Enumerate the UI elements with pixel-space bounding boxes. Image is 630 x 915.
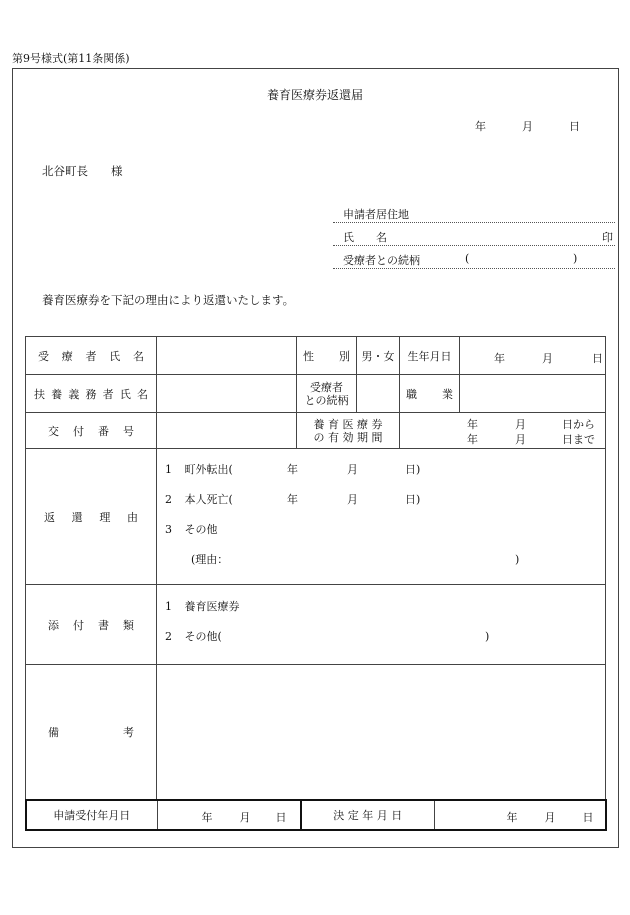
- decision-date-field[interactable]: [434, 800, 606, 830]
- bottom-table: [25, 799, 607, 831]
- attach-text: その他(: [184, 630, 222, 643]
- supporter-name-field[interactable]: [157, 375, 297, 413]
- row-patient: [26, 337, 606, 375]
- remarks-label: 備 考: [26, 665, 157, 800]
- dob-day: 日: [592, 352, 603, 365]
- sex-label: 性 別: [297, 337, 357, 375]
- row-supporter: [26, 375, 606, 413]
- relation-close-paren: ): [573, 252, 578, 265]
- applicant-address-field[interactable]: [333, 206, 615, 223]
- dob-month: 月: [542, 352, 553, 365]
- received-month: 月: [239, 811, 251, 824]
- supporter-name-label: 扶養義務者氏名: [26, 375, 157, 413]
- reason-day: 日): [405, 493, 421, 506]
- validity-label: [297, 413, 400, 449]
- decision-year: 年: [506, 811, 518, 824]
- reason-year: 年: [287, 463, 298, 476]
- relation-field[interactable]: [357, 375, 400, 413]
- reason-text: 町外転出(: [184, 463, 233, 476]
- main-table: [25, 336, 606, 800]
- reason-item[interactable]: [165, 515, 601, 545]
- applicant-name-field[interactable]: [333, 229, 615, 246]
- applicant-address-label: 申請者居住地: [343, 208, 409, 221]
- applicant-name-label: 氏 名: [343, 231, 387, 244]
- received-date-field[interactable]: [157, 800, 301, 830]
- attach-num: 1: [165, 600, 172, 613]
- date-month: 月: [522, 120, 533, 133]
- statement: 養育医療券を下記の理由により返還いたします。: [42, 293, 295, 307]
- received-day: 日: [275, 811, 287, 824]
- relation-label-line1: 受療者: [310, 380, 343, 394]
- reason-month: 月: [347, 463, 358, 476]
- dob-field[interactable]: [460, 337, 606, 375]
- received-year: 年: [201, 811, 213, 824]
- sex-selector[interactable]: 男・女: [357, 337, 400, 375]
- validity-label-line1: 養 育 医 療 券: [313, 417, 383, 431]
- reason-note[interactable]: [165, 545, 601, 575]
- reason-num: 3: [165, 523, 172, 536]
- reason-text: その他: [184, 523, 218, 536]
- attach-text: 養育医療券: [184, 600, 240, 613]
- attach-close: ): [485, 630, 490, 643]
- valid-to-suffix: 日まで: [562, 433, 595, 446]
- row-attachments: [26, 585, 606, 665]
- decision-month: 月: [544, 811, 556, 824]
- reason-day: 日): [405, 463, 421, 476]
- applicant-relation-label: 受療者との続柄: [343, 254, 420, 267]
- dob-label: 生年月日: [400, 337, 460, 375]
- valid-to-year: 年: [467, 433, 478, 446]
- reason-label: 返還理由: [26, 449, 157, 585]
- form-number: 第9号様式(第11条関係): [12, 52, 130, 65]
- addressee: 北谷町長 様: [42, 164, 123, 178]
- attach-label: 添付書類: [26, 585, 157, 665]
- reason-note-close: ): [515, 553, 520, 566]
- attach-item[interactable]: [165, 592, 601, 622]
- attach-field[interactable]: [157, 585, 606, 665]
- valid-from-suffix: 日から: [562, 418, 595, 431]
- validity-field[interactable]: [400, 413, 606, 449]
- relation-label: [297, 375, 357, 413]
- reason-item[interactable]: [165, 455, 601, 485]
- seal-mark: 印: [602, 231, 613, 244]
- occupation-field[interactable]: [460, 375, 606, 413]
- reason-note-open: (理由：: [191, 553, 229, 566]
- reason-list: [161, 449, 601, 575]
- relation-label-line2: との続柄: [304, 393, 349, 407]
- reason-year: 年: [287, 493, 298, 506]
- reason-item[interactable]: [165, 485, 601, 515]
- row-reason: [26, 449, 606, 585]
- patient-name-field[interactable]: [157, 337, 297, 375]
- relation-open-paren: (: [465, 252, 470, 265]
- attach-num: 2: [165, 630, 172, 643]
- patient-name-label: 受療者氏名: [26, 337, 157, 375]
- row-issue: [26, 413, 606, 449]
- valid-from-year: 年: [467, 418, 478, 431]
- issue-number-field[interactable]: [157, 413, 297, 449]
- valid-from-month: 月: [515, 418, 526, 431]
- valid-to-month: 月: [515, 433, 526, 446]
- remarks-field[interactable]: [157, 665, 606, 800]
- decision-date-label: 決 定 年 月 日: [301, 800, 434, 830]
- decision-day: 日: [582, 811, 594, 824]
- form-title: 養育医療券返還届: [266, 88, 363, 102]
- reason-field[interactable]: [157, 449, 606, 585]
- reason-num: 1: [165, 463, 172, 476]
- validity-label-line2: の 有 効 期 間: [313, 430, 383, 444]
- occupation-label: 職 業: [400, 375, 460, 413]
- reason-month: 月: [347, 493, 358, 506]
- dob-year: 年: [494, 352, 505, 365]
- attach-item[interactable]: [165, 622, 601, 652]
- issue-number-label: 交付番号: [26, 413, 157, 449]
- received-date-label: 申請受付年月日: [26, 800, 157, 830]
- reason-num: 2: [165, 493, 172, 506]
- date-year: 年: [475, 120, 486, 133]
- applicant-relation-field[interactable]: [333, 252, 615, 269]
- attach-list: [161, 585, 601, 652]
- row-remarks: [26, 665, 606, 800]
- date-day: 日: [569, 120, 580, 133]
- reason-text: 本人死亡(: [184, 493, 233, 506]
